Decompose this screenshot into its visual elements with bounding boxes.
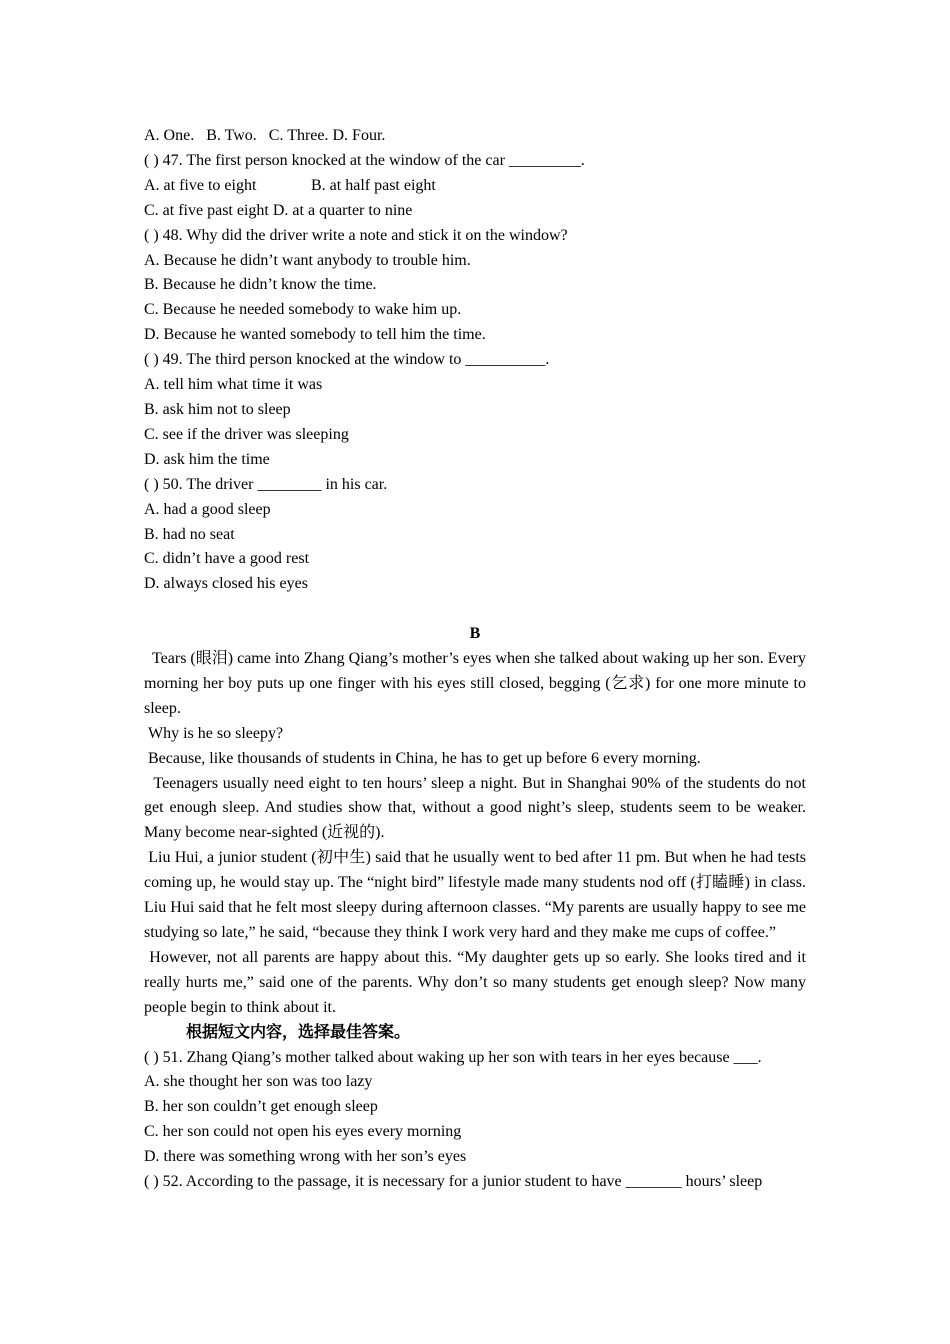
q51-option-a: A. she thought her son was too lazy bbox=[144, 1073, 373, 1091]
q50-option-b: B. had no seat bbox=[144, 525, 235, 543]
section-spacer bbox=[144, 597, 806, 622]
passage-paragraph-2: Why is he so sleepy? bbox=[144, 724, 284, 742]
q48-option-c: C. Because he needed somebody to wake him up. bbox=[144, 301, 462, 319]
section-b-heading: B bbox=[469, 625, 481, 643]
q48-option-b: B. Because he didn’t know the time. bbox=[144, 276, 377, 294]
q47-option-c: C. at five past eight bbox=[144, 201, 269, 219]
q47-question: ( ) 47. The first person knocked at the window of the car _________. bbox=[144, 151, 585, 169]
q51-option-b: B. her son couldn’t get enough sleep bbox=[144, 1098, 378, 1116]
q51-option-c: C. her son could not open his eyes every morning bbox=[144, 1123, 462, 1141]
q46-options: A. One. B. Two. C. Three. D. Four. bbox=[144, 127, 386, 144]
q50-option-a: A. had a good sleep bbox=[144, 500, 271, 518]
q49-question: ( ) 49. The third person knocked at the window to __________. bbox=[144, 351, 550, 369]
q50-question: ( ) 50. The driver ________ in his car. bbox=[144, 475, 388, 493]
q47-options-row-1 bbox=[144, 174, 806, 199]
passage-paragraph-1: Tears (眼泪) came into Zhang Qiang’s mother’s eyes when she talked about waking up her son. Every morning her boy puts up one finger with his eyes still closed, begging (乞求) for one more minute to sleep. bbox=[144, 650, 811, 717]
passage-paragraph-3: Because, like thousands of students in China, he has to get up before 6 every morning. bbox=[144, 749, 701, 767]
q51-question: ( ) 51. Zhang Qiang’s mother talked about waking up her son with tears in her eyes because ___. bbox=[144, 1048, 762, 1066]
q47-option-a: A. at five to eight bbox=[144, 176, 257, 194]
q49-option-c: C. see if the driver was sleeping bbox=[144, 425, 349, 443]
q48-question: ( ) 48. Why did the driver write a note and stick it on the window? bbox=[144, 226, 568, 244]
q50-option-d: D. always closed his eyes bbox=[144, 575, 308, 593]
q47-option-d: D. at a quarter to nine bbox=[272, 201, 413, 219]
passage-paragraph-5: Liu Hui, a junior student (初中生) said that he usually went to bed after 11 pm. But when he had tests coming up, he would stay up. The “night bird” lifestyle made many students nod off (打瞌睡) in class. Liu Hui said that he felt most sleepy during afternoon classes. “My parents are usually happy to see me studying so late,” he said, “because they think I work very hard and they make me cups of coffee.” bbox=[144, 849, 811, 941]
q50-option-c: C. didn’t have a good rest bbox=[144, 550, 310, 568]
instruction-text: 根据短文内容，选择最佳答案。 bbox=[186, 1023, 411, 1041]
passage-paragraph-6: However, not all parents are happy about this. “My daughter gets up so early. She looks tired and it really hurts me,” said one of the parents. Why don’t so many students get enough sleep? Now many people begin to think about it. bbox=[144, 948, 811, 1016]
q51-option-d: D. there was something wrong with her son’s eyes bbox=[144, 1148, 467, 1166]
q49-option-a: A. tell him what time it was bbox=[144, 376, 323, 394]
q48-option-a: A. Because he didn’t want anybody to trouble him. bbox=[144, 251, 471, 269]
passage-paragraph-4: Teenagers usually need eight to ten hours’ sleep a night. But in Shanghai 90% of the students do not get enough sleep. And studies show that, without a good night’s sleep, students seem to be weaker. Many become near-sighted (近视的). bbox=[144, 774, 810, 842]
q49-option-b: B. ask him not to sleep bbox=[144, 400, 291, 418]
q52-question: ( ) 52. According to the passage, it is necessary for a junior student to have _______ hours’ sleep bbox=[144, 1173, 763, 1191]
q48-option-d: D. Because he wanted somebody to tell him the time. bbox=[144, 326, 486, 344]
worksheet-page bbox=[144, 124, 811, 1195]
q49-option-d: D. ask him the time bbox=[144, 450, 270, 468]
q47-options-row-2 bbox=[144, 199, 806, 224]
q47-option-b: B. at half past eight bbox=[311, 176, 436, 194]
